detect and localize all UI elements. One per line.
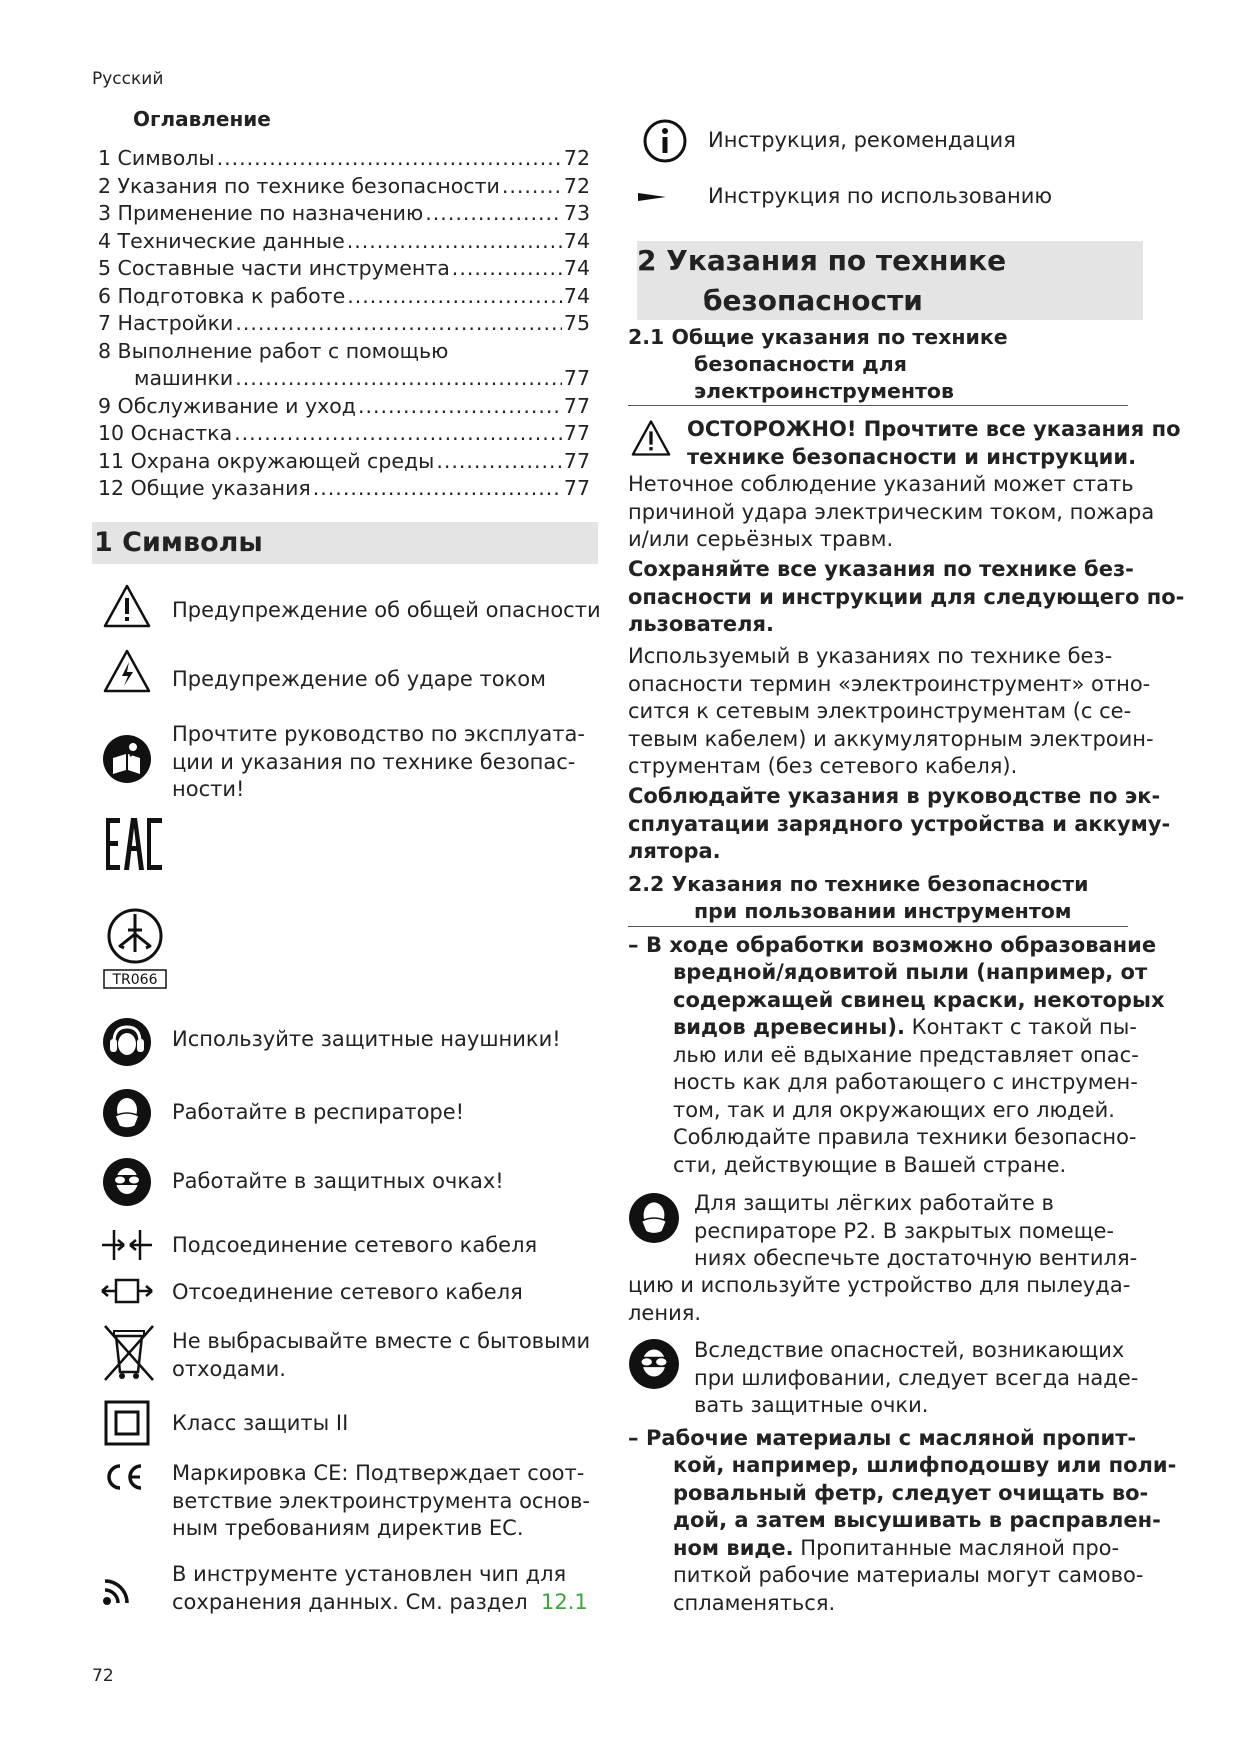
toc-item[interactable]: 7 Настройки ..... 75 bbox=[98, 310, 590, 338]
symbol-weee-text: Не выбрасывайте вместе с бытовыми отходами. bbox=[172, 1329, 591, 1381]
paragraph-bold: Соблюдайте указания в руководстве по эк- сплуатации зарядного устройства и аккуму- лятора. bbox=[628, 784, 1171, 863]
toc-item[interactable]: 2 Указания по технике безопасности ..... 72 bbox=[98, 173, 590, 201]
info-symbol-text: Инструкция, рекомендация bbox=[708, 128, 1016, 152]
electric-shock-icon bbox=[102, 648, 152, 694]
bullet-dash: – bbox=[628, 933, 639, 957]
toc-item[interactable]: 10 Оснастка ..... 77 bbox=[98, 420, 590, 448]
safety-goggles-icon bbox=[628, 1338, 680, 1390]
symbol-safety-goggles-text: Работайте в защитных очках! bbox=[172, 1169, 504, 1193]
svg-text:TR066: TR066 bbox=[112, 972, 158, 988]
info-icon bbox=[643, 119, 687, 163]
respirator-icon bbox=[102, 1088, 152, 1138]
cable-connect-icon bbox=[102, 1228, 152, 1262]
symbol-cable-connect-text: Подсоединение сетевого кабеля bbox=[172, 1233, 538, 1257]
toc-item[interactable]: 5 Составные части инструмента ..... 74 bbox=[98, 255, 590, 283]
bullet-dash: – bbox=[628, 1426, 639, 1450]
rfid-chip-icon bbox=[102, 1574, 138, 1606]
arrow-symbol-text: Инструкция по использованию bbox=[708, 184, 1053, 208]
respirator-icon bbox=[628, 1192, 680, 1244]
bullet-item-body: кой, например, шлифподошву или поли- ровальный фетр, следует очищать во- дой, а затем высушивать в расправлен- ном виде. Пропитанные масляной про- питкой рабочие материалы могут самово- спламеняться. bbox=[673, 1453, 1177, 1615]
toc-item[interactable]: 4 Технические данные ..... 74 bbox=[98, 228, 590, 256]
section-link-12-1[interactable]: 12.1 bbox=[541, 1589, 588, 1614]
ear-protection-icon bbox=[102, 1017, 152, 1067]
toc-item[interactable]: 1 Символы ..... 72 bbox=[98, 145, 590, 173]
warning-triangle-icon bbox=[102, 583, 152, 629]
weee-bin-icon bbox=[102, 1322, 156, 1384]
goggles-note: Вследствие опасностей, возникающих при шлифовании, следует всегда наде- вать защитные очки. bbox=[694, 1338, 1139, 1417]
subsection-2-1-heading: 2.1 Общие указания по технике безопасности для электроинструментов bbox=[628, 325, 1008, 403]
read-manual-icon bbox=[102, 734, 152, 784]
toc-item[interactable]: 6 Подготовка к работе ..... 74 bbox=[98, 283, 590, 311]
bullet-item: В ходе обработки возможно образование bbox=[646, 933, 1157, 957]
language-label: Русский bbox=[92, 69, 164, 89]
paragraph: Неточное соблюдение указаний может стать причиной удара электрическим током, пожара и/или серьёзных травм. bbox=[628, 472, 1155, 551]
symbol-ce-text: Маркировка CE: Подтверждает соот- ветствие электроинструмента основ- ным требованиям директив ЕС. bbox=[172, 1461, 591, 1540]
warning-triangle-icon bbox=[630, 419, 672, 457]
symbol-electric-shock-text: Предупреждение об ударе током bbox=[172, 667, 546, 691]
bullet-item-body: вредной/ядовитой пыли (например, от содержащей свинец краски, некоторых видов древесины). Контакт с такой пы- лью или её вдыхание представляет опас- ность как для работающего с инструмен- том, так и для окружающих его людей. Соблюдайте правила техники безопасно- сти, действующие в Вашей стране. bbox=[673, 960, 1165, 1177]
respirator-note: Для защиты лёгких работайте в респираторе P2. В закрытых помеще- ниях обеспечьте достаточную вентиля- bbox=[694, 1191, 1138, 1270]
toc-item[interactable]: 11 Охрана окружающей среды ..... 77 bbox=[98, 448, 590, 476]
divider bbox=[628, 926, 1128, 927]
table-of-contents bbox=[98, 145, 590, 503]
paragraph: Используемый в указаниях по технике без- опасности термин «электроинструмент» отно- сится к сетевым электроинструментам (с се- тевым кабелем) и аккумуляторным электроин- струментам (без сетевого кабеля). bbox=[628, 644, 1154, 778]
ce-mark-icon bbox=[102, 1463, 144, 1491]
warning-text: ОСТОРОЖНО! Прочтите все указания по технике безопасности и инструкции. bbox=[687, 417, 1181, 469]
symbol-general-warning-text: Предупреждение об общей опасности bbox=[172, 598, 601, 622]
ukraine-conformity-icon bbox=[102, 906, 168, 990]
symbol-protection-class-text: Класс защиты II bbox=[172, 1411, 349, 1435]
paragraph-bold: Сохраняйте все указания по технике без- опасности и инструкции для следующего по- льзователя. bbox=[628, 557, 1185, 636]
toc-item[interactable]: 9 Обслуживание и уход ..... 77 bbox=[98, 393, 590, 421]
eac-mark-icon bbox=[106, 818, 162, 870]
page-number: 72 bbox=[92, 1666, 114, 1686]
toc-item-continuation[interactable]: машинки ..... 77 bbox=[98, 365, 590, 393]
safety-goggles-icon bbox=[102, 1157, 152, 1207]
toc-item[interactable]: 3 Применение по назначению ..... 73 bbox=[98, 200, 590, 228]
symbol-respirator-text: Работайте в респираторе! bbox=[172, 1100, 465, 1124]
symbol-rfid-text: В инструменте установлен чип для сохранения данных. См. раздел 12.1 bbox=[172, 1562, 588, 1614]
cable-disconnect-icon bbox=[100, 1274, 154, 1308]
respirator-note-cont: цию и используйте устройство для пылеуда- ления. bbox=[628, 1273, 1131, 1325]
symbol-ear-protection-text: Используйте защитные наушники! bbox=[172, 1027, 561, 1051]
section-2-heading: 2 Указания по технике безопасности bbox=[637, 241, 1143, 320]
symbol-cable-disconnect-text: Отсоединение сетевого кабеля bbox=[172, 1280, 523, 1304]
protection-class-ii-icon bbox=[104, 1400, 150, 1446]
subsection-2-2-heading: 2.2 Указания по технике безопасности при пользовании инструментом bbox=[628, 872, 1089, 923]
toc-title: Оглавление bbox=[133, 107, 271, 131]
toc-item[interactable]: 12 Общие указания ..... 77 bbox=[98, 475, 590, 503]
bullet-item: Рабочие материалы с масляной пропит- bbox=[646, 1426, 1137, 1450]
arrow-pointer-icon bbox=[638, 190, 666, 204]
toc-item[interactable]: 8 Выполнение работ с помощью bbox=[98, 338, 449, 363]
section-1-heading: 1 Символы bbox=[92, 522, 598, 564]
divider bbox=[628, 405, 1128, 406]
symbol-read-manual-text: Прочтите руководство по эксплуата- ции и указания по технике безопас- ности! bbox=[172, 722, 585, 801]
